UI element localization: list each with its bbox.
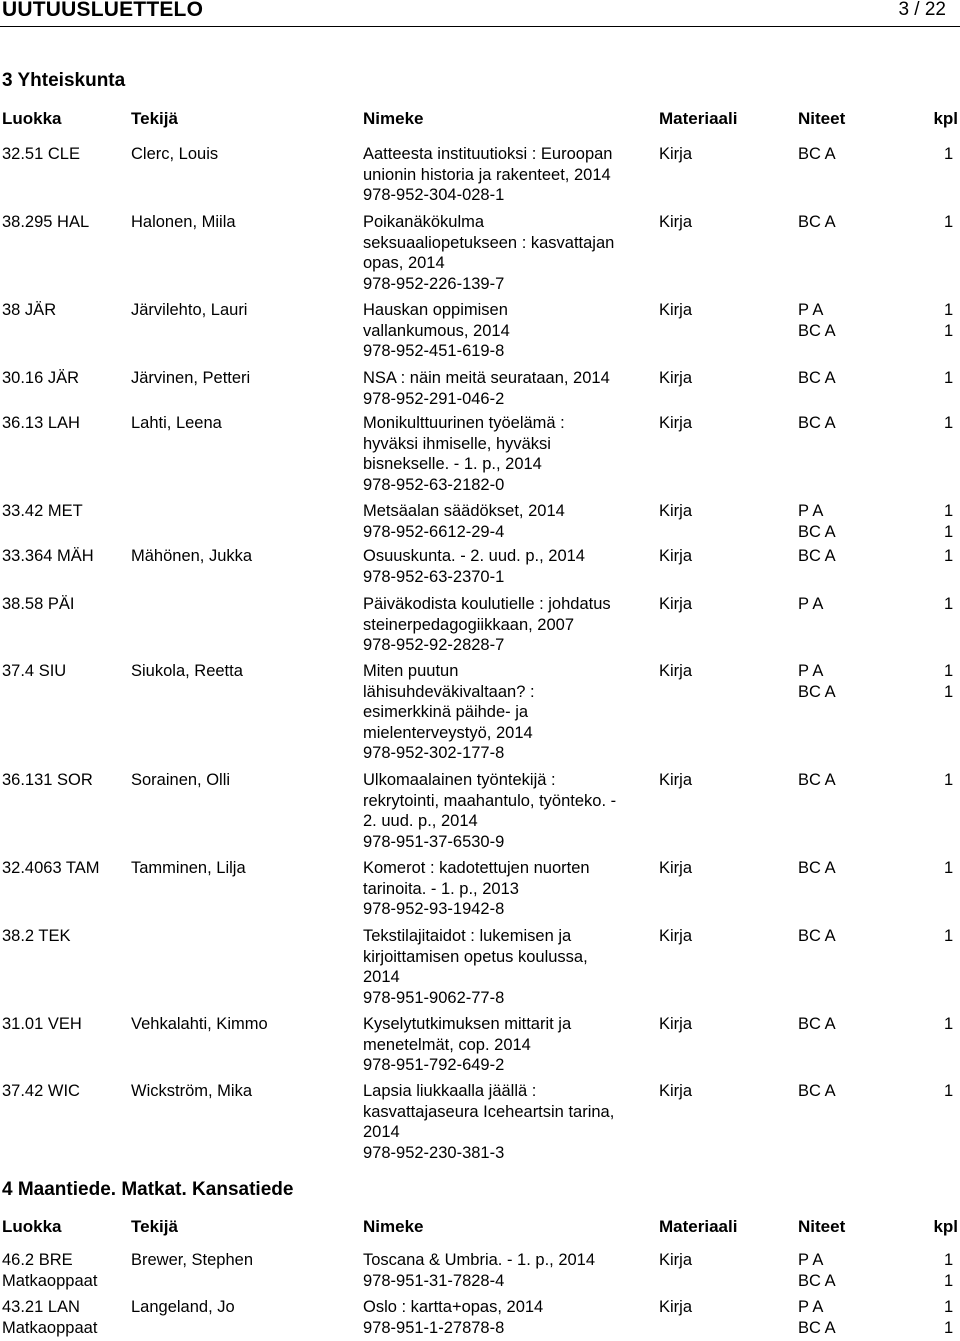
tekija-cell [131,144,218,165]
luokka-cell-line: 38.58 PÄI [2,595,75,613]
niteet-cell-line: P A [798,595,824,613]
luokka-cell-line: 31.01 VEH [2,1015,82,1033]
nimeke-cell-line: unionin historia ja rakenteet, 2014 [363,165,611,184]
nimeke-cell-line: Kyselytutkimuksen mittarit ja [363,1015,572,1033]
luokka-cell [2,368,79,389]
materiaali-cell [659,1250,692,1271]
nimeke-cell [363,212,614,294]
nimeke-cell-line: 978-951-37-6530-9 [363,832,505,851]
nimeke-cell-line: menetelmät, cop. 2014 [363,1035,531,1054]
kpl-cell-line: 1 [944,414,954,432]
luokka-cell-line: 38.295 HAL [2,213,90,231]
luokka-cell [2,594,74,615]
tekija-cell-line: Vehkalahti, Kimmo [131,1015,268,1033]
page-header [0,0,960,24]
nimeke-cell-line: 978-952-93-1942-8 [363,900,505,918]
tekija-cell [131,1081,252,1102]
niteet-cell-line: BC A [798,145,836,163]
materiaali-cell [659,144,692,165]
niteet-cell-line: BC A [798,213,836,231]
niteet-cell [798,858,836,879]
niteet-cell-line: BC A [798,927,836,945]
luokka-cell-line: 30.16 JÄR [2,369,80,387]
niteet-cell [798,501,836,542]
kpl-cell [944,368,953,389]
materiaali-cell [659,413,692,434]
nimeke-cell [363,1081,614,1163]
niteet-cell-line: P A [798,1251,824,1269]
nimeke-cell [363,1014,571,1076]
luokka-cell [2,1297,97,1338]
materiaali-cell [659,858,692,879]
nimeke-cell-line: 978-952-63-2370-1 [363,567,505,586]
niteet-cell [798,594,823,615]
nimeke-cell-line: Miten puutun [363,662,459,680]
kpl-cell-line: 1 [944,1298,954,1316]
nimeke-cell [363,300,510,362]
nimeke-cell-line: NSA : näin meitä seurataan, 2014 [363,369,610,387]
kpl-cell [944,212,953,233]
niteet-cell-line: BC A [798,1271,836,1290]
kpl-cell [944,413,953,434]
column-header-materiaali: Materiaali [659,109,738,128]
luokka-cell [2,300,56,321]
niteet-cell-line: BC A [798,321,836,340]
kpl-cell [944,661,953,702]
kpl-cell-line: 1 [944,1082,954,1100]
niteet-cell [798,1014,836,1035]
nimeke-cell-line: 978-951-1-27878-8 [363,1318,505,1337]
column-header-niteet: Niteet [798,109,846,128]
kpl-cell [944,1250,953,1291]
niteet-cell-line: BC A [798,1318,836,1337]
column-header-materiaali: Materiaali [659,1217,738,1236]
niteet-cell [798,144,836,165]
nimeke-cell-line: Metsäalan säädökset, 2014 [363,502,565,520]
nimeke-cell-line: 978-951-9062-77-8 [363,988,505,1007]
luokka-cell-line: 37.42 WIC [2,1082,80,1100]
nimeke-cell-line: Lapsia liukkaalla jäällä : [363,1082,537,1100]
luokka-cell-line: 37.4 SIU [2,662,67,680]
materiaali-cell-line: Kirja [659,662,693,680]
niteet-cell-line: P A [798,1298,824,1316]
materiaali-cell-line: Kirja [659,547,693,565]
page-number: 3 / 22 [898,0,946,20]
niteet-cell-line: BC A [798,369,836,387]
nimeke-cell-line: 2. uud. p., 2014 [363,812,478,830]
column-header-nimeke: Nimeke [363,1217,424,1236]
nimeke-cell [363,594,611,656]
kpl-cell [944,546,953,567]
section-title: 4 Maantiede. Matkat. Kansatiede [2,1179,294,1200]
tekija-cell-line: Brewer, Stephen [131,1251,253,1269]
niteet-cell-line: BC A [798,522,836,541]
materiaali-cell [659,926,692,947]
nimeke-cell [363,1297,543,1338]
kpl-cell [944,594,953,615]
tekija-cell-line: Järvilehto, Lauri [131,301,248,319]
tekija-cell-line: Clerc, Louis [131,145,219,163]
tekija-cell-line: Halonen, Miila [131,213,236,231]
column-header-luokka: Luokka [2,1217,62,1236]
luokka-cell [2,770,93,791]
kpl-cell-line: 1 [944,502,954,520]
tekija-cell [131,770,230,791]
niteet-cell-line: BC A [798,682,836,701]
kpl-cell [944,144,953,165]
materiaali-cell-line: Kirja [659,771,693,789]
kpl-cell [944,1081,953,1102]
tekija-cell [131,1014,268,1035]
kpl-cell-line: 1 [944,682,954,701]
niteet-cell [798,368,836,389]
materiaali-cell [659,770,692,791]
kpl-cell [944,858,953,879]
nimeke-cell-line: kasvattajaseura Iceheartsin tarina, [363,1102,615,1121]
materiaali-cell-line: Kirja [659,369,693,387]
nimeke-cell-line: tarinoita. - 1. p., 2013 [363,879,519,898]
niteet-cell-line: BC A [798,1082,836,1100]
niteet-cell [798,546,836,567]
nimeke-cell-line: Toscana & Umbria. - 1. p., 2014 [363,1251,596,1269]
niteet-cell [798,1297,836,1338]
tekija-cell [131,661,243,682]
niteet-cell-line: BC A [798,414,836,432]
materiaali-cell-line: Kirja [659,859,693,877]
niteet-cell [798,661,836,702]
nimeke-cell-line: Hauskan oppimisen [363,301,508,319]
kpl-cell-line: 1 [944,1015,954,1033]
section-title: 3 Yhteiskunta [2,70,126,91]
materiaali-cell [659,300,692,321]
materiaali-cell [659,546,692,567]
kpl-cell-line: 1 [944,1318,954,1337]
nimeke-cell-line: vallankumous, 2014 [363,321,510,340]
kpl-cell-line: 1 [944,1251,954,1269]
nimeke-cell-line: Tekstilajitaidot : lukemisen ja [363,927,572,945]
luokka-cell [2,413,80,434]
tekija-cell-line: Siukola, Reetta [131,662,243,680]
nimeke-cell-line: 978-952-291-046-2 [363,389,505,408]
luokka-cell-line: 33.42 MET [2,502,83,520]
luokka-cell [2,926,71,947]
nimeke-cell-line: 978-952-302-177-8 [363,744,505,762]
kpl-cell-line: 1 [944,145,954,163]
tekija-cell-line: Tamminen, Lilja [131,859,246,877]
kpl-cell-line: 1 [944,213,954,231]
nimeke-cell-line: opas, 2014 [363,254,445,272]
nimeke-cell-line: 978-952-63-2182-0 [363,475,505,494]
tekija-cell [131,1250,253,1271]
column-header-tekija: Tekijä [131,1217,178,1236]
nimeke-cell [363,858,590,920]
luokka-cell [2,1014,82,1035]
luokka-cell-line: Matkaoppaat [2,1318,98,1337]
nimeke-cell [363,501,565,542]
tekija-cell-line: Langeland, Jo [131,1298,235,1316]
nimeke-cell-line: Aatteesta instituutioksi : Euroopan [363,145,613,163]
materiaali-cell-line: Kirja [659,595,693,613]
luokka-cell [2,501,83,522]
kpl-cell-line: 1 [944,321,954,340]
nimeke-cell-line: 2014 [363,1123,400,1141]
niteet-cell [798,926,836,947]
luokka-cell-line: 36.13 LAH [2,414,80,432]
niteet-cell-line: BC A [798,859,836,877]
materiaali-cell-line: Kirja [659,502,693,520]
tekija-cell [131,1297,235,1318]
nimeke-cell-line: Poikanäkökulma [363,213,485,231]
niteet-cell [798,212,836,233]
niteet-cell-line: P A [798,662,824,680]
kpl-cell [944,501,953,542]
tekija-cell [131,413,222,434]
nimeke-cell-line: Komerot : kadotettujen nuorten [363,859,590,877]
kpl-cell-line: 1 [944,369,954,387]
column-header-nimeke: Nimeke [363,109,424,128]
nimeke-cell-line: 978-952-226-139-7 [363,274,505,293]
nimeke-cell-line: Ulkomaalainen työntekijä : [363,771,556,789]
tekija-cell-line: Järvinen, Petteri [131,369,251,387]
nimeke-cell-line: 978-951-792-649-2 [363,1056,505,1074]
luokka-cell-line: 46.2 BRE [2,1251,73,1269]
niteet-cell-line: BC A [798,1015,836,1033]
luokka-cell [2,1250,97,1291]
luokka-cell-line: 32.51 CLE [2,145,80,163]
nimeke-cell [363,546,585,587]
nimeke-cell-line: hyväksi ihmiselle, hyväksi [363,434,551,453]
materiaali-cell-line: Kirja [659,1251,693,1269]
niteet-cell [798,770,836,791]
nimeke-cell-line: 978-952-92-2828-7 [363,636,505,654]
materiaali-cell [659,368,692,389]
niteet-cell-line: BC A [798,547,836,565]
materiaali-cell [659,501,692,522]
nimeke-cell-line: seksuaaliopetukseen : kasvattajan [363,233,615,252]
document-title: UUTUUSLUETTELO [2,0,204,21]
nimeke-cell-line: 978-952-230-381-3 [363,1143,505,1162]
niteet-cell [798,1250,836,1291]
tekija-cell [131,212,236,233]
nimeke-cell-line: rekrytointi, maahantulo, työnteko. - [363,791,617,810]
nimeke-cell-line: kirjoittamisen opetus koulussa, [363,947,588,966]
kpl-cell [944,1297,953,1338]
tekija-cell [131,300,247,321]
luokka-cell-line: 33.364 MÄH [2,547,94,565]
tekija-cell [131,368,250,389]
kpl-cell-line: 1 [944,547,954,565]
luokka-cell [2,212,89,233]
nimeke-cell-line: 978-952-304-028-1 [363,186,505,204]
materiaali-cell-line: Kirja [659,414,693,432]
niteet-cell-line: P A [798,502,824,520]
materiaali-cell-line: Kirja [659,927,693,945]
luokka-cell-line: 38 JÄR [2,301,57,319]
materiaali-cell-line: Kirja [659,145,693,163]
nimeke-cell-line: 978-952-6612-29-4 [363,522,505,541]
nimeke-cell-line: 978-951-31-7828-4 [363,1271,505,1290]
nimeke-cell-line: Päiväkodista koulutielle : johdatus [363,595,611,613]
kpl-cell-line: 1 [944,522,954,541]
niteet-cell [798,413,836,434]
nimeke-cell [363,1250,595,1291]
nimeke-cell-line: Osuuskunta. - 2. uud. p., 2014 [363,547,585,565]
materiaali-cell [659,594,692,615]
luokka-cell-line: Matkaoppaat [2,1271,98,1290]
niteet-cell [798,300,836,341]
column-header-row [0,109,960,131]
column-header-niteet: Niteet [798,1217,846,1236]
nimeke-cell-line: bisnekselle. - 1. p., 2014 [363,455,542,473]
tekija-cell-line: Sorainen, Olli [131,771,231,789]
luokka-cell-line: 36.131 SOR [2,771,93,789]
kpl-cell-line: 1 [944,595,954,613]
materiaali-cell-line: Kirja [659,1082,693,1100]
kpl-cell-line: 1 [944,662,954,680]
materiaali-cell [659,1081,692,1102]
materiaali-cell [659,1014,692,1035]
kpl-cell [944,926,953,947]
column-header-row [0,1217,960,1239]
luokka-cell [2,858,100,879]
kpl-cell [944,300,953,341]
nimeke-cell [363,368,610,409]
luokka-cell-line: 38.2 TEK [2,927,71,945]
materiaali-cell [659,1297,692,1318]
luokka-cell-line: 43.21 LAN [2,1298,80,1316]
nimeke-cell-line: esimerkkinä päihde- ja [363,703,529,721]
nimeke-cell-line: steinerpedagogiikkaan, 2007 [363,615,574,634]
niteet-cell [798,1081,836,1102]
tekija-cell-line: Mähönen, Jukka [131,547,253,565]
kpl-cell-line: 1 [944,927,954,945]
nimeke-cell-line: mielenterveystyö, 2014 [363,723,533,742]
nimeke-cell [363,770,616,852]
column-header-luokka: Luokka [2,109,62,128]
luokka-cell [2,546,94,567]
tekija-cell-line: Lahti, Leena [131,414,222,432]
kpl-cell-line: 1 [944,859,954,877]
niteet-cell-line: BC A [798,771,836,789]
column-header-kpl: kpl [933,109,958,128]
materiaali-cell-line: Kirja [659,1015,693,1033]
nimeke-cell-line: 978-952-451-619-8 [363,342,505,360]
nimeke-cell [363,926,588,1008]
materiaali-cell [659,212,692,233]
nimeke-cell [363,144,612,206]
kpl-cell-line: 1 [944,301,954,319]
nimeke-cell [363,413,565,495]
column-header-kpl: kpl [933,1217,958,1236]
tekija-cell [131,546,252,567]
materiaali-cell [659,661,692,682]
nimeke-cell-line: Oslo : kartta+opas, 2014 [363,1298,544,1316]
header-rule [0,26,960,27]
tekija-cell [131,858,246,879]
nimeke-cell [363,661,535,764]
luokka-cell [2,1081,80,1102]
materiaali-cell-line: Kirja [659,213,693,231]
kpl-cell-line: 1 [944,1271,954,1290]
nimeke-cell-line: Monikulttuurinen työelämä : [363,414,565,432]
column-header-tekija: Tekijä [131,109,178,128]
nimeke-cell-line: 2014 [363,968,400,986]
materiaali-cell-line: Kirja [659,301,693,319]
niteet-cell-line: P A [798,301,824,319]
kpl-cell [944,1014,953,1035]
luokka-cell [2,144,80,165]
luokka-cell-line: 32.4063 TAM [2,859,100,877]
materiaali-cell-line: Kirja [659,1298,693,1316]
kpl-cell [944,770,953,791]
tekija-cell-line: Wickström, Mika [131,1082,252,1100]
nimeke-cell-line: lähisuhdeväkivaltaan? : [363,682,535,701]
kpl-cell-line: 1 [944,771,954,789]
luokka-cell [2,661,66,682]
